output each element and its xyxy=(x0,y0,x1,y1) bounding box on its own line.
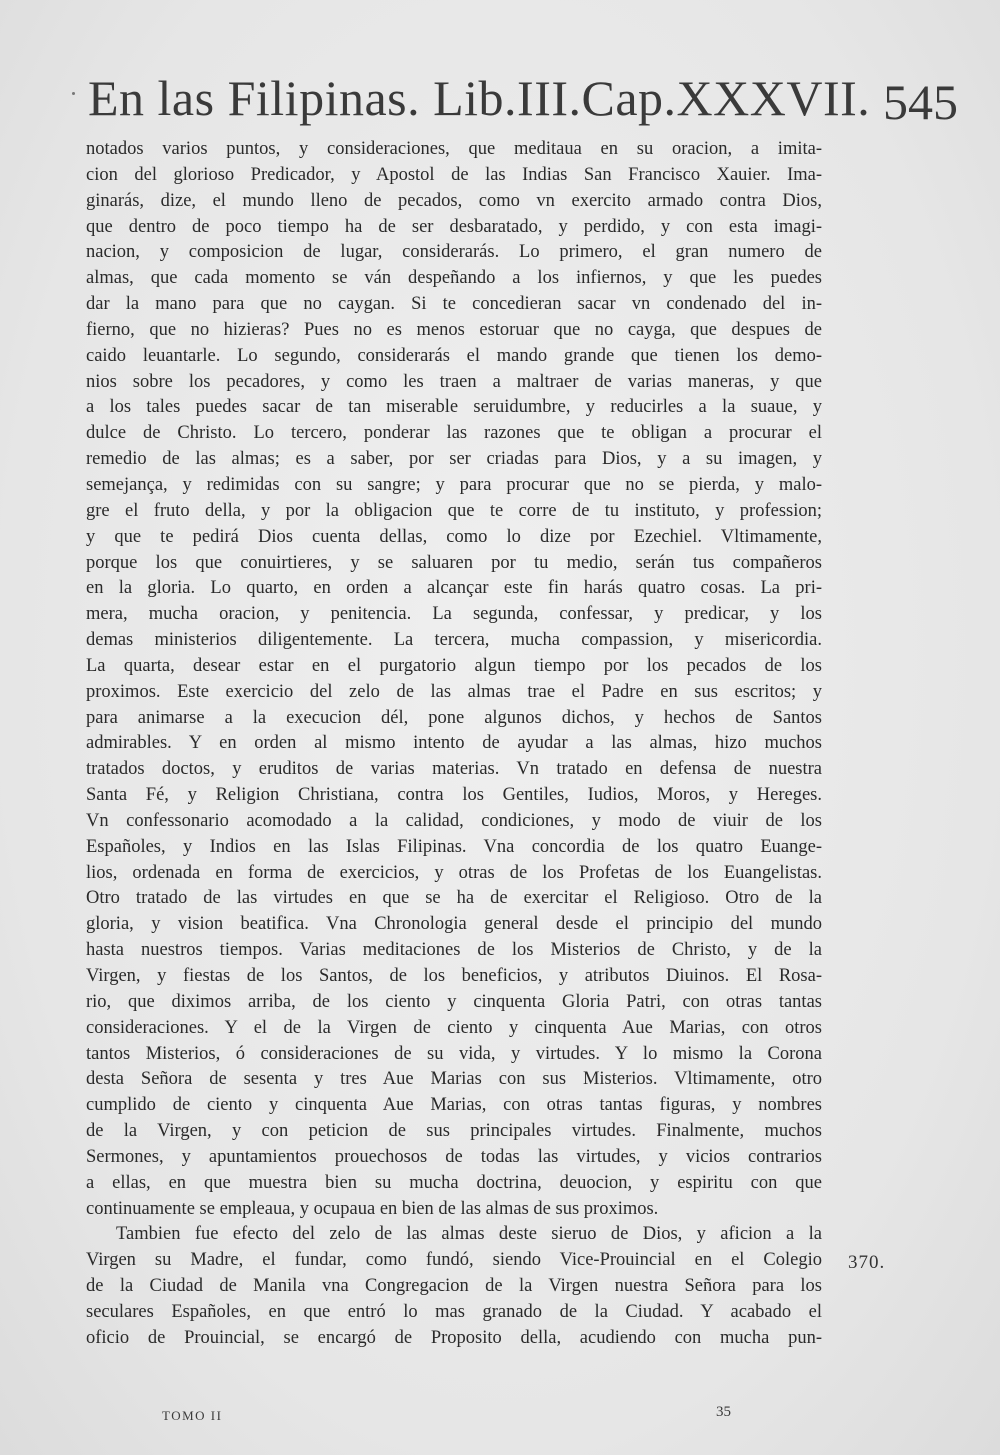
body-text xyxy=(86,137,822,1352)
text-line: Virgen su Madre, el fundar, como fundó, siendo Vice-Prouincial en el Colegio xyxy=(86,1250,822,1271)
text-line: dar la mano para que no caygan. Si te concedieran sacar vn condenado del in- xyxy=(86,294,822,315)
text-line: La quarta, desear estar en el purgatorio algun tiempo por los pecados de los xyxy=(86,655,822,676)
text-line: gre el fruto della, y por la obligacion que te corre de tu instituto, y profession; xyxy=(86,500,822,521)
text-line: admirables. Y en orden al mismo intento de ayudar a las almas, hizo muchos xyxy=(86,733,822,754)
text-line: semejança, y redimidas con su sangre; y para procurar que no se pierda, y malo- xyxy=(86,474,822,495)
signature-mark: 35 xyxy=(716,1404,731,1420)
text-line: proximos. Este exercicio del zelo de las almas trae el Padre en sus escritos; y xyxy=(86,681,822,702)
text-line: tantos Misterios, ó consideraciones de su vida, y virtudes. Y lo mismo la Corona xyxy=(86,1043,822,1064)
text-line: desta Señora de sesenta y tres Aue Marias con sus Misterios. Vltimamente, otro xyxy=(86,1069,822,1090)
text-line: que dentro de poco tiempo ha de ser desbaratado, y perdido, y con esta imagi- xyxy=(86,216,822,237)
text-line: oficio de Prouincial, se encargó de Proposito della, acudiendo con mucha pun- xyxy=(86,1327,822,1348)
text-line: demas ministerios diligentemente. La tercera, mucha compassion, y misericordia. xyxy=(86,630,822,651)
text-line: nios sobre los pecadores, y como les traen a maltraer de varias maneras, y que xyxy=(86,371,822,392)
text-line: y que te pedirá Dios cuenta dellas, como lo dize por Ezechiel. Vltimamente, xyxy=(86,526,822,547)
running-title: En las Filipinas. Lib.III.Cap.XXXVII. xyxy=(88,70,871,126)
text-line: gloria, y vision beatifica. Vna Chronologia general desde el principio del mundo xyxy=(86,914,822,935)
text-line: Virgen, y fiestas de los Santos, de los beneficios, y atributos Diuinos. El Rosa- xyxy=(86,966,822,986)
text-line: continuamente se empleaua, y ocupaua en bien de las almas de sus proximos. xyxy=(86,1198,659,1219)
ink-speck xyxy=(72,92,75,95)
text-line: remedio de las almas; es a saber, por ser criadas para Dios, y a su imagen, y xyxy=(86,449,822,470)
text-line: mera, mucha oracion, y penitencia. La segunda, confessar, y predicar, y los xyxy=(86,604,822,625)
text-line: porque los que conuirtieres, y se saluaren por tu medio, serán tus compañeros xyxy=(86,552,822,573)
text-line: fierno, que no hizieras? Pues no es menos estoruar que no cayga, que despues de xyxy=(86,319,822,340)
text-line: Españoles, y Indios en las Islas Filipinas. Vna concordia de los quatro Euange- xyxy=(86,836,822,857)
text-line: almas, que cada momento se ván despeñando a los infiernos, y que les puedes xyxy=(86,268,822,289)
text-line: ginarás, dize, el mundo lleno de pecados, como vn exercito armado contra Dios, xyxy=(86,190,822,211)
text-line: de la Virgen, y con peticion de sus principales virtudes. Finalmente, muchos xyxy=(86,1121,822,1142)
text-line: a los tales puedes sacar de tan miserable seruidumbre, y reducirles a la suaue, y xyxy=(86,397,822,418)
text-line: nacion, y composicion de lugar, considerarás. Lo primero, el gran numero de xyxy=(86,242,822,263)
text-line: Vn confessonario acomodado a la calidad, condiciones, y modo de viuir de los xyxy=(86,810,822,831)
text-line: dulce de Christo. Lo tercero, ponderar las razones que te obligan a procurar el xyxy=(86,423,822,444)
text-line: seculares Españoles, en que entró lo mas granado de la Ciudad. Y acabado el xyxy=(86,1301,822,1322)
text-line: caido leuantarle. Lo segundo, considerarás el mando grande que tienen los demo- xyxy=(86,345,822,366)
text-line: cumplido de ciento y cinquenta Aue Marias, con otras tantas figuras, y nombres xyxy=(86,1095,822,1116)
text-line: Otro tratado de las virtudes en que se ha de exercitar el Religioso. Otro de la xyxy=(86,888,822,909)
text-line: hasta nuestros tiempos. Varias meditaciones de los Misterios de Christo, y de la xyxy=(86,940,822,961)
margin-note: 370. xyxy=(848,1252,886,1273)
volume-label: TOMO II xyxy=(162,1408,223,1423)
text-line: rio, que diximos arriba, de los ciento y cinquenta Gloria Patri, con otras tantas xyxy=(86,991,822,1012)
text-line: cion del glorioso Predicador, y Apostol de las Indias San Francisco Xauier. Ima- xyxy=(86,164,822,185)
text-line: Santa Fé, y Religion Christiana, contra los Gentiles, Iudios, Moros, y Hereges. xyxy=(86,785,822,806)
text-line: de la Ciudad de Manila vna Congregacion de la Virgen nuestra Señora para los xyxy=(86,1276,822,1297)
text-line: a ellas, en que muestra bien su mucha doctrina, deuocion, y espiritu con que xyxy=(86,1172,822,1193)
text-line: consideraciones. Y el de la Virgen de ciento y cinquenta Aue Marias, con otros xyxy=(86,1017,822,1038)
text-line: notados varios puntos, y consideraciones, que meditaua en su oracion, a imita- xyxy=(86,139,822,159)
text-line: tratados doctos, y eruditos de varias materias. Vn tratado en defensa de nuestra xyxy=(86,759,822,780)
text-line: Tambien fue efecto del zelo de las almas deste sieruo de Dios, y aficion a la xyxy=(116,1224,822,1245)
text-line: para animarse a la execucion dél, pone algunos dichos, y hechos de Santos xyxy=(86,707,822,728)
text-line: Sermones, y apuntamientos prouechosos de todas las virtudes, y vicios contrarios xyxy=(86,1146,822,1167)
text-line: en la gloria. Lo quarto, en orden a alcançar este fin harás quatro cosas. La pri- xyxy=(86,578,822,599)
page-number: 545 xyxy=(883,74,958,130)
text-line: lios, ordenada en forma de exercicios, y otras de los Profetas de los Euangelistas. xyxy=(86,862,822,883)
